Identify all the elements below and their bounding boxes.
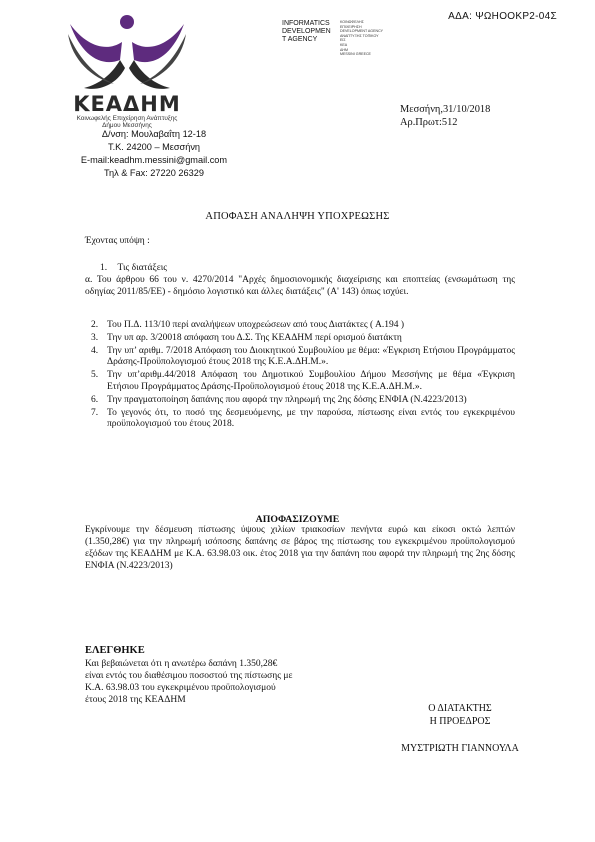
document-title: ΑΠΟΦΑΣΗ ΑΝΑΛΗΨΗ ΥΠΟΧΡΕΩΣΗΣ bbox=[205, 211, 390, 222]
phone-fax-line: Τηλ & Fax: 27220 26329 bbox=[104, 168, 204, 178]
signatory-title: Η ΠΡΟΕΔΡΟΣ bbox=[429, 715, 491, 727]
decision-title: ΑΠΟΦΑΣΙΖΟΥΜΕ bbox=[255, 514, 340, 525]
keadhm-logo bbox=[62, 12, 192, 132]
protocol-line: Αρ.Πρωτ:512 bbox=[400, 117, 458, 128]
consideration-item-3: 3. Την υπ αρ. 3/20018 απόφαση του Δ.Σ. Της ΚΕΑΔΗΜ περί ορισμού διατάκτη bbox=[91, 332, 402, 343]
logo-subtitle: Κοινωφελής Επιχείρηση Ανάπτυξης Δήμου Μεσσήνης bbox=[76, 115, 178, 129]
agency-english-name: INFORMATICS DEVELOPMEN T AGENCY bbox=[282, 20, 331, 43]
consideration-item-5: 5. Την υπ’αριθμ.44/2018 Απόφαση του Δημοτικού Συμβουλίου Δήμου Μεσσήνης με θέμα «Έγκριση Ετήσιου Προγράμματος Δράσης-Προϋπολογισμού έτους 2018 της Κ.Ε.Α.ΔΗ.Μ.». bbox=[91, 370, 515, 392]
checked-text: Και βεβαιώνεται ότι η ανωτέρω δαπάνη 1.350,28€ είναι εντός του διαθέσιμου ποσοστού της πίστωσης με Κ.Α. 63.98.03 του εγκεκριμένου προϋπολογισμού έτους 2018 της ΚΕΑΔΗΜ bbox=[85, 659, 293, 705]
signatory-name: ΜΥΣΤΡΙΩΤΗ ΓΙΑΝΝΟΥΛΑ bbox=[401, 743, 519, 754]
consideration-item-7: 7. Το γεγονός ότι, το ποσό της δεσμευόμενης, με την παρούσα, πίστωσης είναι εντός του εγκεκριμένου προϋπολογισμού του έτους 2018. bbox=[91, 407, 515, 430]
agency-mini-text: ΚΟΙΝΩΦΕΛΗΣ ΕΠΙΧΕΙΡΗΣΗ DEVELOPMENT AGENCY ΑΝΑΠΤΥΞΗΣ ΤΟΠΙΚΟΥ ΕΙΣ ΚΕΑ ΔΗΜ MESSINI GREECE bbox=[340, 20, 384, 57]
email-line: E-mail:keadhm.messini@gmail.com bbox=[80, 155, 228, 165]
considerations-intro: Έχοντας υπόψη : bbox=[85, 236, 150, 246]
checked-title: ΕΛΕΓΘΗΚΕ bbox=[85, 645, 145, 656]
logo-text: ΚΕΑΔΗΜ bbox=[73, 92, 181, 116]
decision-text: Εγκρίνουμε την δέσμευση πίστωσης ύψους χιλίων τριακοσίων πενήντα ευρώ και είκοσι οκτώ λεπτών (1.350,28€) για την πληρωμή ισόποσης δαπάνης σε βάρος της πίστωσης του εγκεκριμένου προϋπολογισμού εξόδων της ΚΕΑΔΗΜ με Κ.Α. 63.98.03 οικ. έτος 2018 για την δαπάνη που αφορά την πληρωμή της 2ης δόσης ΕΝΦΙΑ (Ν.4223/2013) bbox=[85, 525, 515, 571]
consideration-item-1: 1. Τις διατάξεις bbox=[100, 263, 168, 273]
date-protocol-block bbox=[400, 103, 490, 129]
consideration-item-6: 6. Την πραγματοποίηση δαπάνης που αφορά την πληρωμή της 2ης δόσης ΕΝΦΙΑ (Ν.4223/2013) bbox=[91, 394, 467, 405]
law-reference-text: α. Του άρθρου 66 του ν. 4270/2014 "Αρχές δημοσιονομικής διαχείρισης και εποπτείας (ενσωμάτωση της οδηγίας 2011/85/ΕΕ) - δημόσιο λογιστικό και άλλες διατάξεις" (Α' 143) όπως ισχύει. bbox=[85, 275, 515, 297]
considerations-list bbox=[85, 320, 515, 432]
date-line: Μεσσήνη,31/10/2018 bbox=[400, 104, 491, 115]
consideration-item-2: 2. Του Π.Δ. 113/10 περί αναλήψεων υποχρεώσεων από τους Διατάκτες ( Α.194 ) bbox=[91, 320, 405, 330]
contact-info bbox=[40, 128, 268, 180]
postal-code-line: Τ.Κ. 24200 – Μεσσήνη bbox=[107, 142, 201, 152]
address-line: Δ/νση: Μουλαβαΐτη 12-18 bbox=[101, 129, 207, 139]
ada-code: ΑΔΑ: ΨΩΗΟΟΚΡ2-04Σ bbox=[448, 11, 557, 22]
signature-roles bbox=[390, 703, 530, 728]
consideration-item-4: 4. Την υπ’ αριθμ. 7/2018 Απόφαση του Διοικητικού Συμβουλίου με θέμα: «Έγκριση Ετήσιου Προγράμματος Δράσης-Προϋπολογισμού έτους 2018 της Κ.Ε.Α.ΔΗ.Μ.». bbox=[91, 345, 515, 368]
signatory-role: Ο ΔΙΑΤΑΚΤΗΣ bbox=[428, 703, 492, 714]
